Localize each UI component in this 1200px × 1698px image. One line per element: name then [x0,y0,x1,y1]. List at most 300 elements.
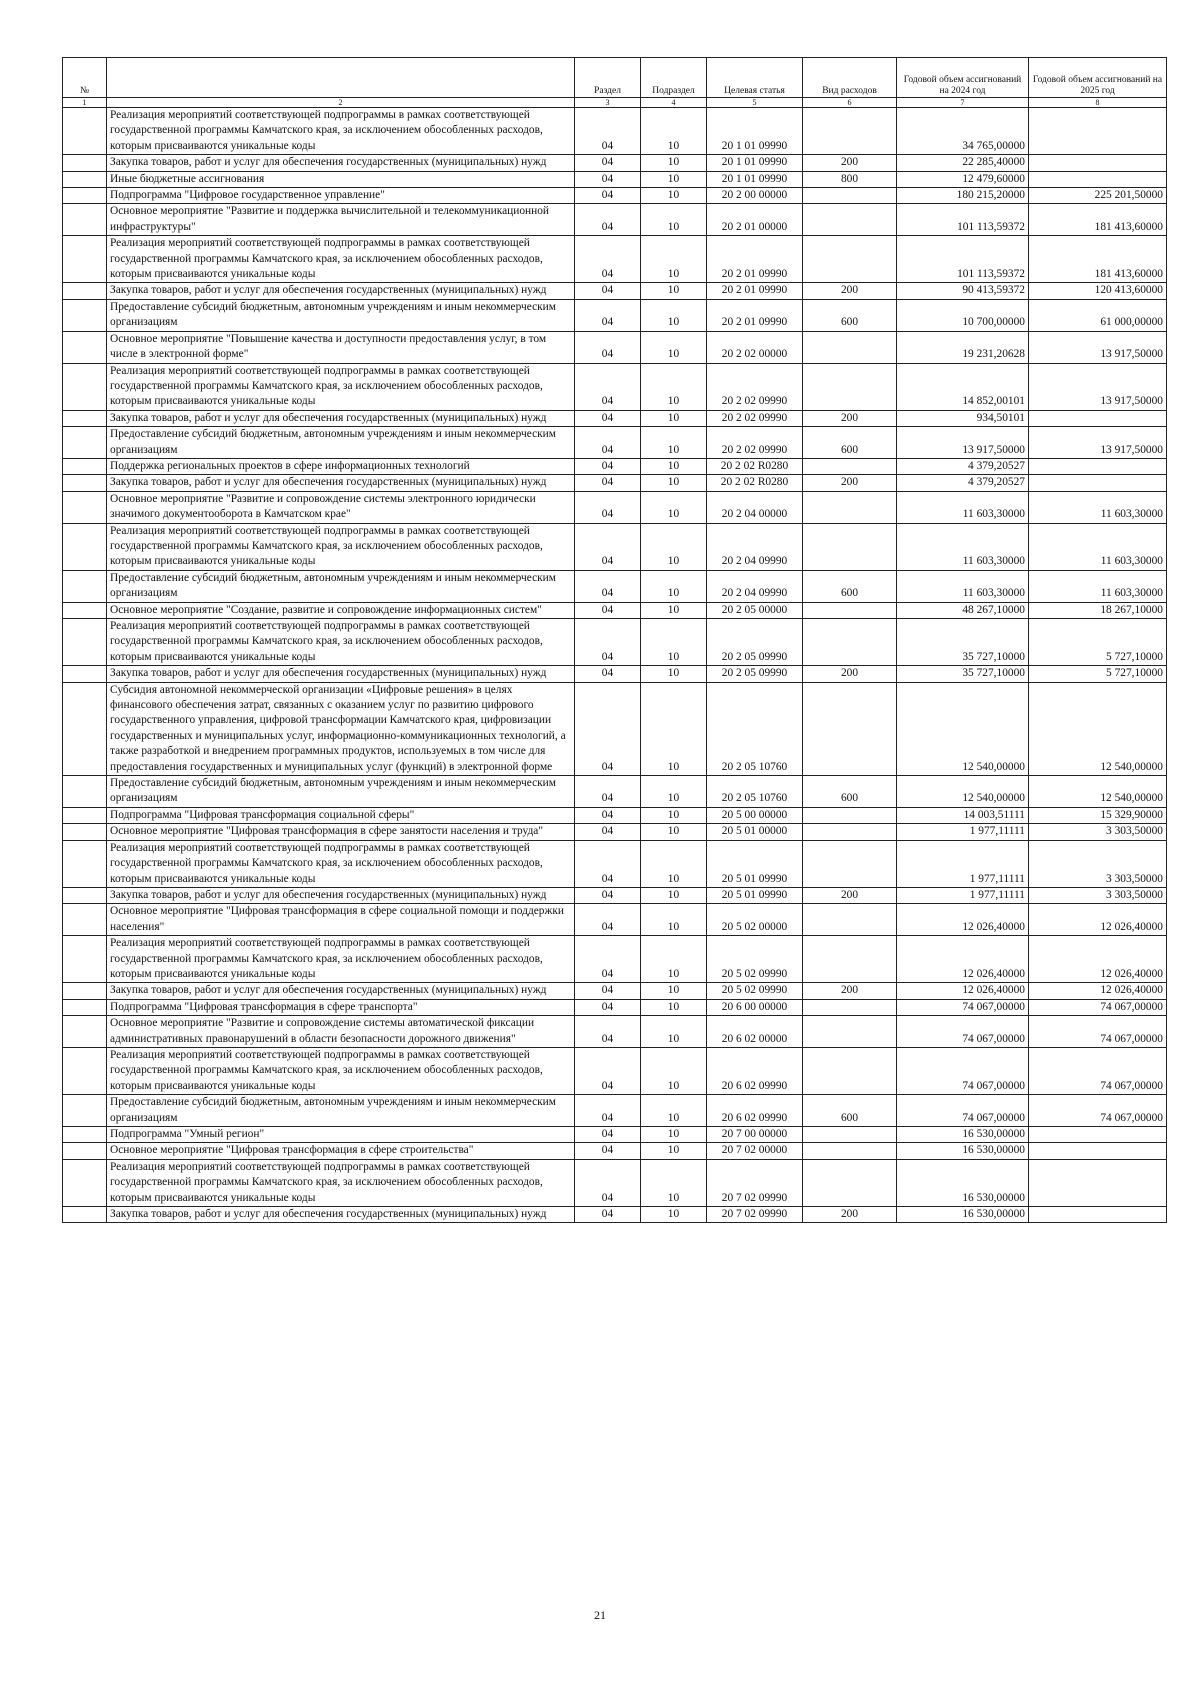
table-row [63,936,1167,983]
row-name-cell: Реализация мероприятий соответствующей подпрограммы в рамках соответствующей государственной программы Камчатского края, за исключением обособленных расходов, которым присваиваются уникальные коды [107,619,575,666]
row-section-cell: 04 [575,523,641,570]
row-expense-type-cell [803,904,897,936]
row-subsection-cell: 10 [641,936,707,983]
row-amount-2024-cell: 1 977,11111 [897,824,1029,840]
row-amount-2025-cell: 3 303,50000 [1029,887,1167,903]
row-expense-type-cell [803,824,897,840]
table-row [63,807,1167,823]
row-name-cell: Реализация мероприятий соответствующей подпрограммы в рамках соответствующей государственной программы Камчатского края, за исключением обособленных расходов, которым присваиваются уникальные коды [107,363,575,410]
budget-table [62,57,1167,1223]
row-amount-2025-cell [1029,1159,1167,1206]
row-expense-type-cell [803,108,897,155]
row-amount-2024-cell: 90 413,59372 [897,283,1029,299]
row-amount-2024-cell: 101 113,59372 [897,204,1029,236]
table-row [63,283,1167,299]
row-subsection-cell: 10 [641,204,707,236]
row-number-cell [63,204,107,236]
row-section-cell: 04 [575,1207,641,1223]
table-row [63,682,1167,775]
row-section-cell: 04 [575,904,641,936]
row-subsection-cell: 10 [641,682,707,775]
row-name-cell: Реализация мероприятий соответствующей подпрограммы в рамках соответствующей государственной программы Камчатского края, за исключением обособленных расходов, которым присваиваются уникальные коды [107,236,575,283]
row-number-cell [63,283,107,299]
row-section-cell: 04 [575,283,641,299]
row-section-cell: 04 [575,840,641,887]
row-name-cell: Поддержка региональных проектов в сфере информационных технологий [107,458,575,474]
row-amount-2025-cell: 3 303,50000 [1029,840,1167,887]
row-subsection-cell: 10 [641,983,707,999]
row-subsection-cell: 10 [641,904,707,936]
row-amount-2025-cell: 12 026,40000 [1029,936,1167,983]
row-amount-2025-cell: 12 026,40000 [1029,904,1167,936]
row-section-cell: 04 [575,427,641,459]
table-row [63,1047,1167,1094]
column-index: 3 [575,98,641,108]
table-row [63,108,1167,155]
row-name-cell: Предоставление субсидий бюджетным, автономным учреждениям и иным некоммерческим организациям [107,776,575,808]
row-target-article-cell: 20 2 01 09990 [707,283,803,299]
row-target-article-cell: 20 7 02 09990 [707,1207,803,1223]
row-section-cell: 04 [575,299,641,331]
table-row [63,776,1167,808]
row-amount-2025-cell [1029,1207,1167,1223]
row-subsection-cell: 10 [641,475,707,491]
row-expense-type-cell [803,1047,897,1094]
row-amount-2025-cell: 181 413,60000 [1029,236,1167,283]
row-target-article-cell: 20 1 01 09990 [707,155,803,171]
row-amount-2025-cell: 11 603,30000 [1029,491,1167,523]
row-amount-2025-cell: 74 067,00000 [1029,1047,1167,1094]
row-subsection-cell: 10 [641,236,707,283]
row-name-cell: Реализация мероприятий соответствующей подпрограммы в рамках соответствующей государственной программы Камчатского края, за исключением обособленных расходов, которым присваиваются уникальные коды [107,523,575,570]
row-target-article-cell: 20 2 00 00000 [707,188,803,204]
row-subsection-cell: 10 [641,999,707,1015]
row-amount-2025-cell [1029,410,1167,426]
row-subsection-cell: 10 [641,108,707,155]
row-name-cell: Подпрограмма "Цифровое государственное управление" [107,188,575,204]
row-expense-type-cell [803,602,897,618]
row-target-article-cell: 20 5 00 00000 [707,807,803,823]
row-target-article-cell: 20 2 02 00000 [707,331,803,363]
row-name-cell: Реализация мероприятий соответствующей подпрограммы в рамках соответствующей государственной программы Камчатского края, за исключением обособленных расходов, которым присваиваются уникальные коды [107,1047,575,1094]
row-name-cell: Основное мероприятие "Развитие и сопровождение системы автоматической фиксации административных правонарушений в области безопасности дорожного движения" [107,1016,575,1048]
row-section-cell: 04 [575,475,641,491]
row-expense-type-cell [803,331,897,363]
row-amount-2025-cell: 225 201,50000 [1029,188,1167,204]
row-expense-type-cell: 600 [803,427,897,459]
row-number-cell [63,171,107,187]
row-subsection-cell: 10 [641,602,707,618]
row-subsection-cell: 10 [641,807,707,823]
row-expense-type-cell: 800 [803,171,897,187]
document-sheet [62,57,1166,1223]
row-expense-type-cell [803,1016,897,1048]
row-amount-2024-cell: 12 540,00000 [897,776,1029,808]
row-expense-type-cell: 200 [803,283,897,299]
row-amount-2024-cell: 180 215,20000 [897,188,1029,204]
row-target-article-cell: 20 7 02 09990 [707,1159,803,1206]
row-name-cell: Предоставление субсидий бюджетным, автономным учреждениям и иным некоммерческим организациям [107,1095,575,1127]
row-section-cell: 04 [575,363,641,410]
row-amount-2025-cell: 13 917,50000 [1029,331,1167,363]
row-number-cell [63,1143,107,1159]
row-expense-type-cell [803,204,897,236]
row-amount-2024-cell: 12 026,40000 [897,936,1029,983]
row-target-article-cell: 20 2 02 R0280 [707,475,803,491]
row-subsection-cell: 10 [641,887,707,903]
row-amount-2025-cell: 120 413,60000 [1029,283,1167,299]
table-row [63,331,1167,363]
row-target-article-cell: 20 2 01 09990 [707,299,803,331]
table-row [63,458,1167,474]
row-target-article-cell: 20 1 01 09990 [707,171,803,187]
row-amount-2025-cell: 12 540,00000 [1029,682,1167,775]
row-expense-type-cell [803,999,897,1015]
row-section-cell: 04 [575,155,641,171]
row-section-cell: 04 [575,936,641,983]
table-row [63,666,1167,682]
column-index: 1 [63,98,107,108]
row-target-article-cell: 20 2 02 09990 [707,363,803,410]
table-row [63,1016,1167,1048]
row-number-cell [63,363,107,410]
column-index-row [63,98,1167,108]
row-number-cell [63,475,107,491]
row-name-cell: Основное мероприятие "Развитие и сопровождение системы электронного юридически значимого документооборота в Камчатском крае" [107,491,575,523]
header-amount-2024: Годовой объем ассигнований на 2024 год [897,58,1029,98]
row-amount-2024-cell: 12 540,00000 [897,682,1029,775]
table-body [63,108,1167,1223]
row-target-article-cell: 20 2 02 R0280 [707,458,803,474]
row-name-cell: Реализация мероприятий соответствующей подпрограммы в рамках соответствующей государственной программы Камчатского края, за исключением обособленных расходов, которым присваиваются уникальные коды [107,108,575,155]
row-amount-2024-cell: 11 603,30000 [897,491,1029,523]
row-subsection-cell: 10 [641,1127,707,1143]
row-amount-2025-cell: 5 727,10000 [1029,666,1167,682]
row-number-cell [63,666,107,682]
row-expense-type-cell [803,1159,897,1206]
row-amount-2024-cell: 16 530,00000 [897,1127,1029,1143]
row-target-article-cell: 20 6 00 00000 [707,999,803,1015]
table-row [63,299,1167,331]
row-amount-2024-cell: 13 917,50000 [897,427,1029,459]
row-name-cell: Основное мероприятие "Повышение качества и доступности предоставления услуг, в том числе в электронной форме" [107,331,575,363]
row-section-cell: 04 [575,983,641,999]
header-row [63,58,1167,98]
page-number: 21 [594,1608,606,1622]
row-amount-2025-cell: 74 067,00000 [1029,1095,1167,1127]
table-row [63,887,1167,903]
row-amount-2024-cell: 101 113,59372 [897,236,1029,283]
table-row [63,363,1167,410]
row-name-cell: Предоставление субсидий бюджетным, автономным учреждениям и иным некоммерческим организациям [107,570,575,602]
row-target-article-cell: 20 1 01 09990 [707,108,803,155]
table-row [63,188,1167,204]
row-expense-type-cell [803,1127,897,1143]
row-section-cell: 04 [575,331,641,363]
table-row [63,570,1167,602]
table-row [63,410,1167,426]
table-row [63,427,1167,459]
row-name-cell: Предоставление субсидий бюджетным, автономным учреждениям и иным некоммерческим организациям [107,427,575,459]
row-expense-type-cell: 200 [803,666,897,682]
row-amount-2025-cell: 12 540,00000 [1029,776,1167,808]
row-number-cell [63,458,107,474]
row-amount-2024-cell: 48 267,10000 [897,602,1029,618]
row-section-cell: 04 [575,807,641,823]
row-section-cell: 04 [575,1047,641,1094]
row-expense-type-cell [803,458,897,474]
row-name-cell: Иные бюджетные ассигнования [107,171,575,187]
row-amount-2024-cell: 12 026,40000 [897,904,1029,936]
table-row [63,171,1167,187]
row-number-cell [63,108,107,155]
row-subsection-cell: 10 [641,1207,707,1223]
row-name-cell: Закупка товаров, работ и услуг для обеспечения государственных (муниципальных) нужд [107,155,575,171]
row-subsection-cell: 10 [641,155,707,171]
row-name-cell: Закупка товаров, работ и услуг для обеспечения государственных (муниципальных) нужд [107,410,575,426]
row-expense-type-cell [803,682,897,775]
row-expense-type-cell: 200 [803,983,897,999]
row-amount-2025-cell: 61 000,00000 [1029,299,1167,331]
table-row [63,1127,1167,1143]
row-amount-2025-cell: 12 026,40000 [1029,983,1167,999]
table-row [63,1143,1167,1159]
row-amount-2025-cell: 74 067,00000 [1029,1016,1167,1048]
row-target-article-cell: 20 7 02 00000 [707,1143,803,1159]
column-index: 4 [641,98,707,108]
row-expense-type-cell [803,236,897,283]
row-number-cell [63,682,107,775]
row-name-cell: Закупка товаров, работ и услуг для обеспечения государственных (муниципальных) нужд [107,475,575,491]
row-section-cell: 04 [575,776,641,808]
table-header [63,58,1167,108]
row-name-cell: Подпрограмма "Цифровая трансформация в сфере транспорта" [107,999,575,1015]
row-expense-type-cell [803,523,897,570]
row-number-cell [63,936,107,983]
row-number-cell [63,840,107,887]
row-expense-type-cell: 200 [803,155,897,171]
row-subsection-cell: 10 [641,840,707,887]
row-number-cell [63,1016,107,1048]
row-subsection-cell: 10 [641,171,707,187]
row-amount-2025-cell: 15 329,90000 [1029,807,1167,823]
row-number-cell [63,807,107,823]
row-amount-2025-cell [1029,475,1167,491]
table-row [63,840,1167,887]
row-amount-2024-cell: 934,50101 [897,410,1029,426]
table-row [63,204,1167,236]
row-number-cell [63,776,107,808]
row-section-cell: 04 [575,1143,641,1159]
row-name-cell: Подпрограмма "Цифровая трансформация социальной сферы" [107,807,575,823]
row-number-cell [63,410,107,426]
row-amount-2025-cell: 11 603,30000 [1029,570,1167,602]
row-target-article-cell: 20 7 00 00000 [707,1127,803,1143]
row-expense-type-cell: 200 [803,1207,897,1223]
row-expense-type-cell [803,936,897,983]
table-row [63,1207,1167,1223]
row-amount-2024-cell: 19 231,20628 [897,331,1029,363]
table-row [63,1159,1167,1206]
column-index: 7 [897,98,1029,108]
row-amount-2024-cell: 14 852,00101 [897,363,1029,410]
row-subsection-cell: 10 [641,410,707,426]
row-section-cell: 04 [575,171,641,187]
row-number-cell [63,824,107,840]
row-number-cell [63,331,107,363]
row-section-cell: 04 [575,887,641,903]
row-amount-2025-cell: 181 413,60000 [1029,204,1167,236]
table-row [63,475,1167,491]
row-name-cell: Закупка товаров, работ и услуг для обеспечения государственных (муниципальных) нужд [107,666,575,682]
table-row [63,491,1167,523]
row-expense-type-cell [803,363,897,410]
row-expense-type-cell: 200 [803,410,897,426]
row-subsection-cell: 10 [641,666,707,682]
row-target-article-cell: 20 5 01 09990 [707,887,803,903]
row-name-cell: Реализация мероприятий соответствующей подпрограммы в рамках соответствующей государственной программы Камчатского края, за исключением обособленных расходов, которым присваиваются уникальные коды [107,1159,575,1206]
table-row [63,619,1167,666]
row-expense-type-cell: 600 [803,1095,897,1127]
row-amount-2024-cell: 74 067,00000 [897,1016,1029,1048]
table-row [63,155,1167,171]
row-amount-2025-cell [1029,155,1167,171]
row-subsection-cell: 10 [641,523,707,570]
row-section-cell: 04 [575,999,641,1015]
row-expense-type-cell [803,1143,897,1159]
row-expense-type-cell: 200 [803,887,897,903]
row-number-cell [63,523,107,570]
row-subsection-cell: 10 [641,1016,707,1048]
row-amount-2024-cell: 10 700,00000 [897,299,1029,331]
row-amount-2025-cell: 11 603,30000 [1029,523,1167,570]
column-index: 5 [707,98,803,108]
row-name-cell: Закупка товаров, работ и услуг для обеспечения государственных (муниципальных) нужд [107,983,575,999]
row-amount-2024-cell: 14 003,51111 [897,807,1029,823]
table-row [63,904,1167,936]
row-amount-2024-cell: 1 977,11111 [897,840,1029,887]
row-number-cell [63,155,107,171]
row-target-article-cell: 20 5 02 00000 [707,904,803,936]
row-target-article-cell: 20 2 04 09990 [707,570,803,602]
row-number-cell [63,1095,107,1127]
row-name-cell: Основное мероприятие "Развитие и поддержка вычислительной и телекоммуникационной инфраструктуры" [107,204,575,236]
row-target-article-cell: 20 5 01 09990 [707,840,803,887]
row-amount-2024-cell: 74 067,00000 [897,999,1029,1015]
table-row [63,236,1167,283]
row-section-cell: 04 [575,236,641,283]
row-name-cell: Закупка товаров, работ и услуг для обеспечения государственных (муниципальных) нужд [107,887,575,903]
row-name-cell: Субсидия автономной некоммерческой организации «Цифровые решения» в целях финансового обеспечения затрат, связанных с оказанием услуг по развитию цифрового государственного управления, цифровой трансформации Камчатского края, цифровизации государственных и муниципальных услуг, информационно-коммуникационных технологий, а также разработкой и внедрением программных продуктов, используемых в том числе для предоставления государственных и муниципальных услуг (функций) в электронной форме [107,682,575,775]
row-amount-2024-cell: 16 530,00000 [897,1207,1029,1223]
row-name-cell: Предоставление субсидий бюджетным, автономным учреждениям и иным некоммерческим организациям [107,299,575,331]
row-section-cell: 04 [575,1016,641,1048]
row-name-cell: Подпрограмма "Умный регион" [107,1127,575,1143]
row-name-cell: Закупка товаров, работ и услуг для обеспечения государственных (муниципальных) нужд [107,1207,575,1223]
column-index: 2 [107,98,575,108]
table-row [63,602,1167,618]
header-expense-type: Вид расходов [803,58,897,98]
row-target-article-cell: 20 2 04 09990 [707,523,803,570]
row-section-cell: 04 [575,458,641,474]
row-amount-2024-cell: 11 603,30000 [897,523,1029,570]
row-number-cell [63,887,107,903]
header-number: № [63,58,107,98]
row-amount-2025-cell: 5 727,10000 [1029,619,1167,666]
header-subsection: Подраздел [641,58,707,98]
row-amount-2025-cell: 3 303,50000 [1029,824,1167,840]
row-name-cell: Основное мероприятие "Создание, развитие и сопровождение информационных систем" [107,602,575,618]
row-subsection-cell: 10 [641,776,707,808]
row-amount-2025-cell: 13 917,50000 [1029,363,1167,410]
header-target-article: Целевая статья [707,58,803,98]
row-section-cell: 04 [575,619,641,666]
row-section-cell: 04 [575,410,641,426]
row-amount-2024-cell: 74 067,00000 [897,1095,1029,1127]
header-amount-2025: Годовой объем ассигнований на 2025 год [1029,58,1167,98]
row-number-cell [63,602,107,618]
row-amount-2024-cell: 1 977,11111 [897,887,1029,903]
row-amount-2024-cell: 12 026,40000 [897,983,1029,999]
row-section-cell: 04 [575,491,641,523]
row-name-cell: Реализация мероприятий соответствующей подпрограммы в рамках соответствующей государственной программы Камчатского края, за исключением обособленных расходов, которым присваиваются уникальные коды [107,936,575,983]
row-amount-2024-cell: 16 530,00000 [897,1159,1029,1206]
row-expense-type-cell [803,619,897,666]
row-target-article-cell: 20 6 02 09990 [707,1095,803,1127]
row-expense-type-cell [803,807,897,823]
row-amount-2025-cell [1029,1127,1167,1143]
row-name-cell: Реализация мероприятий соответствующей подпрограммы в рамках соответствующей государственной программы Камчатского края, за исключением обособленных расходов, которым присваиваются уникальные коды [107,840,575,887]
row-subsection-cell: 10 [641,619,707,666]
row-number-cell [63,1127,107,1143]
table-row [63,999,1167,1015]
row-number-cell [63,188,107,204]
row-subsection-cell: 10 [641,824,707,840]
row-number-cell [63,236,107,283]
row-section-cell: 04 [575,824,641,840]
header-name [107,58,575,98]
column-index: 6 [803,98,897,108]
row-amount-2024-cell: 74 067,00000 [897,1047,1029,1094]
row-amount-2025-cell [1029,1143,1167,1159]
table-row [63,824,1167,840]
row-subsection-cell: 10 [641,491,707,523]
row-number-cell [63,999,107,1015]
row-expense-type-cell: 600 [803,299,897,331]
row-name-cell: Основное мероприятие "Цифровая трансформация в сфере строительства" [107,1143,575,1159]
row-subsection-cell: 10 [641,188,707,204]
table-row [63,1095,1167,1127]
row-expense-type-cell: 200 [803,475,897,491]
row-subsection-cell: 10 [641,427,707,459]
row-amount-2025-cell: 13 917,50000 [1029,427,1167,459]
row-section-cell: 04 [575,602,641,618]
row-expense-type-cell [803,840,897,887]
row-number-cell [63,1207,107,1223]
row-subsection-cell: 10 [641,1047,707,1094]
row-subsection-cell: 10 [641,363,707,410]
row-target-article-cell: 20 6 02 09990 [707,1047,803,1094]
row-number-cell [63,983,107,999]
row-section-cell: 04 [575,188,641,204]
row-amount-2024-cell: 4 379,20527 [897,475,1029,491]
row-amount-2025-cell: 18 267,10000 [1029,602,1167,618]
row-target-article-cell: 20 2 01 00000 [707,204,803,236]
row-section-cell: 04 [575,204,641,236]
row-section-cell: 04 [575,1095,641,1127]
column-index: 8 [1029,98,1167,108]
row-name-cell: Основное мероприятие "Цифровая трансформация в сфере занятости населения и труда" [107,824,575,840]
